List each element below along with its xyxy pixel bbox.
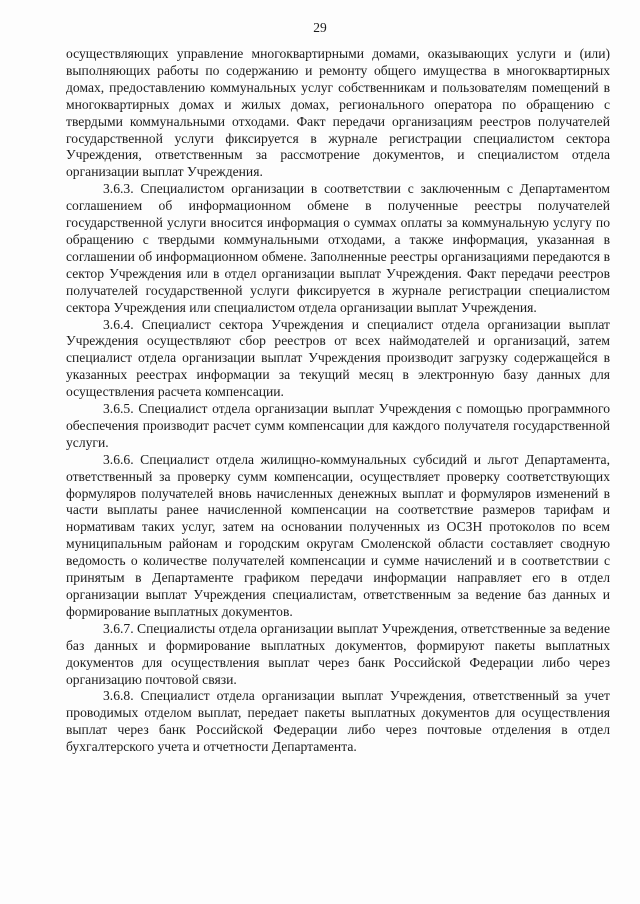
paragraph-3-6-4: 3.6.4. Специалист сектора Учреждения и специалист отдела организации выплат Учреждения осуществляют сбор реестров от всех наймодателей и организаций, затем специалист отдела организации выплат Учреждения производит загрузку содержащейся в указанных реестрах информации за текущий месяц в электронную базу данных для осуществления расчета компенсации.: [66, 316, 610, 400]
paragraph-3-6-3: 3.6.3. Специалистом организации в соответствии с заключенным с Департаментом соглашением об информационном обмене в полученные реестры получателей государственной услуги вносится информация о суммах оплаты за коммунальную услугу по обращению с твердыми коммунальными отходами, а также информация, указанная в соглашении об информационном обмене. Заполненные реестры организациями передаются в сектор Учреждения или в отдел организации выплат Учреждения. Факт передачи реестров получателей государственной услуги фиксируется в журнале регистрации специалистом сектора Учреждения или специалистом отдела организации выплат Учреждения.: [66, 181, 610, 315]
paragraph-continuation: осуществляющих управление многоквартирными домами, оказывающих услуги и (или) выполняющих работы по содержанию и ремонту общего имущества в многоквартирных домах, предоставлению коммунальных услуг собственникам и пользователям помещений в многоквартирных домах и жилых домах, регионального оператора по обращению с твердыми коммунальными отходами. Факт передачи организациям реестров получателей государственной услуги фиксируется в журнале регистрации специалистом сектора Учреждения, ответственным за рассмотрение документов, и специалистом отдела организации выплат Учреждения.: [66, 46, 610, 180]
paragraph-3-6-8: 3.6.8. Специалист отдела организации выплат Учреждения, ответственный за учет проводимых отделом выплат, передает пакеты выплатных документов для осуществления выплат через банк Российской Федерации либо через почтовые отделения в отдел бухгалтерского учета и отчетности Департамента.: [66, 688, 610, 755]
document-body: [66, 46, 610, 756]
paragraph-3-6-5: 3.6.5. Специалист отдела организации выплат Учреждения с помощью программного обеспечения производит расчет сумм компенсации для каждого получателя государственной услуги.: [66, 401, 610, 450]
paragraph-3-6-6: 3.6.6. Специалист отдела жилищно-коммунальных субсидий и льгот Департамента, ответственный за проверку сумм компенсации, осуществляет проверку соответствующих формуляров получателей вновь начисленных денежных выплат и формуляров изменений в части выплаты ранее начисленной компенсации на соответствие размеров тарифам и нормативам таких услуг, затем на основании полученных из ОСЗН протоколов по всем муниципальным районам и городским округам Смоленской области составляет сводную ведомость о количестве получателей компенсации и сумме начислений и в соответствии с принятым в Департаменте графиком передачи информации направляет его в отдел организации выплат Учреждения специалистам, ответственным за ведение баз данных и формирование выплатных документов.: [66, 451, 610, 619]
page-number: 29: [313, 20, 327, 35]
paragraph-3-6-7: 3.6.7. Специалисты отдела организации выплат Учреждения, ответственные за ведение баз данных и формирование выплатных документов, формируют пакеты выплатных документов для осуществления выплат через банк Российской Федерации либо через организацию почтовой связи.: [66, 620, 610, 687]
